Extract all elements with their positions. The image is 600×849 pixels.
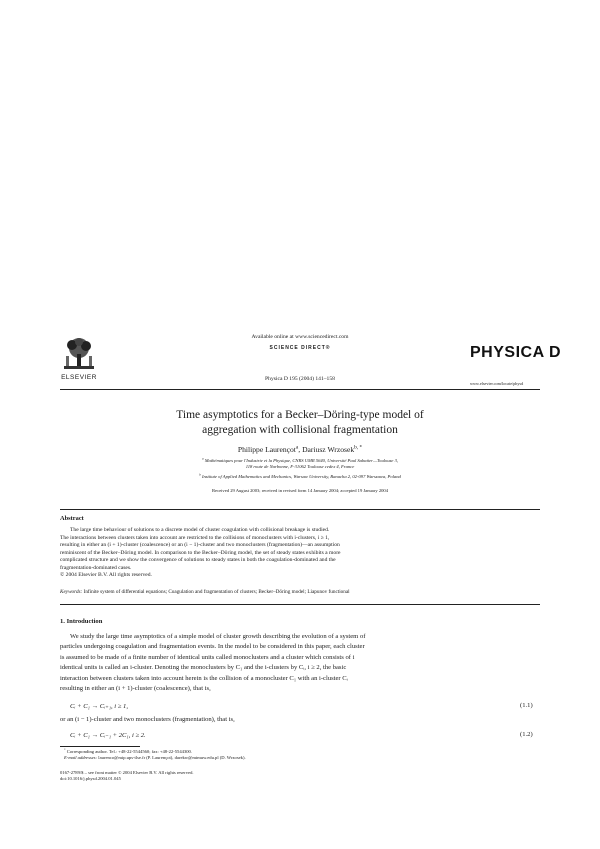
author-2: , Dariusz Wrzosek	[298, 445, 355, 454]
intro-line-4: identical units is called an i-cluster. Denoting the monoclusters by C₁ and the i-clusters by Cᵢ, i ≥ 2, the basic	[60, 664, 347, 672]
section-heading: 1. Introduction	[60, 618, 103, 625]
issn-line: 0167-2789/$ – see front matter © 2004 Elsevier B.V. All rights reserved.	[60, 770, 194, 775]
doi-line: doi:10.1016/j.physd.2004.01.045	[60, 776, 121, 781]
author-1: Philippe Laurençot	[237, 445, 296, 454]
abstract-line-6: fragmentation-dominated cases.	[60, 564, 132, 571]
abstract-heading: Abstract	[60, 515, 84, 522]
author-2-affil: b, *	[354, 444, 363, 451]
abstract-body	[60, 527, 540, 580]
intro-line-6: resulting in either an (i + 1)-cluster (coalescence), that is,	[60, 685, 211, 693]
affiliation-a	[0, 458, 600, 470]
equation-1-2-number: (1.2)	[520, 731, 533, 738]
abstract-top-divider	[60, 509, 540, 510]
abstract-line-5: complicated structure and we show the convergence of solutions to steady states in both the coagulation-dominated and the	[60, 557, 336, 563]
article-title	[0, 408, 600, 438]
affil-b-line: Institute of Applied Mathematics and Mechanics, Warsaw University, Banacha 2, 02-097 Warszawa, Poland	[201, 474, 401, 479]
abstract-copyright: © 2004 Elsevier B.V. All rights reserved.	[60, 572, 152, 578]
intro-paragraph-2: or an (i − 1)-cluster and two monoclusters (fragmentation), that is,	[60, 716, 235, 723]
intro-line-5: interaction between clusters taken into account herein is the collision of a monocluster C₁ with an i-cluster Cᵢ	[60, 674, 348, 682]
intro-paragraph	[60, 632, 540, 694]
journal-url: www.elsevier.com/locate/physd	[470, 381, 524, 386]
equation-1-1-number: (1.1)	[520, 702, 533, 709]
issn-block	[60, 770, 540, 782]
intro-line-2: particles undergoing coagulation and fragmentation events. In the model to be considered in this paper, each cluster	[60, 643, 365, 651]
keywords-label: Keywords:	[60, 589, 83, 595]
footnote	[64, 749, 534, 761]
available-online-text: Available online at www.sciencedirect.com	[251, 334, 349, 340]
affiliation-b	[0, 474, 600, 480]
publisher-name: ELSEVIER	[61, 374, 97, 381]
footnote-corresponding: Corresponding author. Tel.: +48-22-5544560; fax: +48-22-5544300.	[66, 749, 192, 754]
journal-reference: Physica D 195 (2004) 141–158	[265, 376, 335, 382]
journal-logo: PHYSICA D	[470, 344, 562, 361]
affil-a-line2: 118 route de Narbonne, F-31062 Toulouse cedex 4, France	[245, 464, 355, 469]
footnote-email-label: E-mail addresses:	[64, 755, 98, 760]
affil-a-line1: Mathématiques pour l'Industrie et la Physique, CNRS UMR 5640, Université Paul Sabatier—Toulouse 3,	[204, 458, 399, 463]
equation-1-2: Cᵢ + C₁ → Cᵢ₋₁ + 2C₁, i ≥ 2.	[70, 732, 146, 739]
title-line-1: Time asymptotics for a Becker–Döring-type model of	[176, 409, 424, 421]
received-dates: Received 29 August 2003; received in revised form 14 January 2004; accepted 19 January 2004	[211, 488, 389, 493]
affil-a-label: a	[201, 456, 204, 461]
author-1-affil: a	[295, 444, 299, 451]
abstract-line-3: resulting in either an (i + 1)-cluster (coalescence) or an (i − 1)-cluster and two monoclusters (fragmentation)—an assumption	[60, 542, 340, 548]
keywords	[60, 589, 540, 595]
footnote-emails: laurenco@mip.ups-tlse.fr (P. Laurençot), darekw@mimuw.edu.pl (D. Wrzosek).	[98, 755, 246, 760]
keywords-text: Infinite system of differential equations; Coagulation and fragmentation of clusters; Becker–Döring model; Liapunov functional	[83, 589, 350, 595]
affil-b-label: b	[199, 472, 201, 477]
science-direct-logo	[240, 345, 360, 351]
abstract-line-4: reminiscent of the Becker–Döring model. In comparison to the Becker–Döring model, the set of steady states exhibits a more	[60, 549, 341, 556]
intro-line-1: We study the large time asymptotics of a simple model of cluster growth describing the evolution of a system of	[70, 633, 366, 640]
footnote-divider	[60, 746, 140, 747]
intro-line-3: is assumed to be made of a finite number of identical units called monoclusters and a cluster which consists of i	[60, 653, 355, 661]
header-divider	[60, 389, 540, 390]
footnote-mark: *	[64, 747, 66, 752]
abstract-line-1: The large time behaviour of solutions to a discrete model of cluster coagulation with collisional breakage is studied.	[70, 527, 330, 533]
equation-1-1: Cᵢ + C₁ → Cᵢ₊₁, i ≥ 1,	[70, 703, 128, 710]
abstract-line-2: The interactions between clusters taken into account are restricted to the collisions of monoclusters with i-clusters, i ≥ 1,	[60, 534, 330, 541]
science-direct-text: SCIENCE DIRECT®	[269, 345, 331, 351]
elsevier-tree-icon	[60, 336, 98, 372]
title-line-2: aggregation with collisional fragmentation	[202, 424, 398, 436]
abstract-bottom-divider	[60, 604, 540, 605]
authors	[0, 445, 600, 454]
